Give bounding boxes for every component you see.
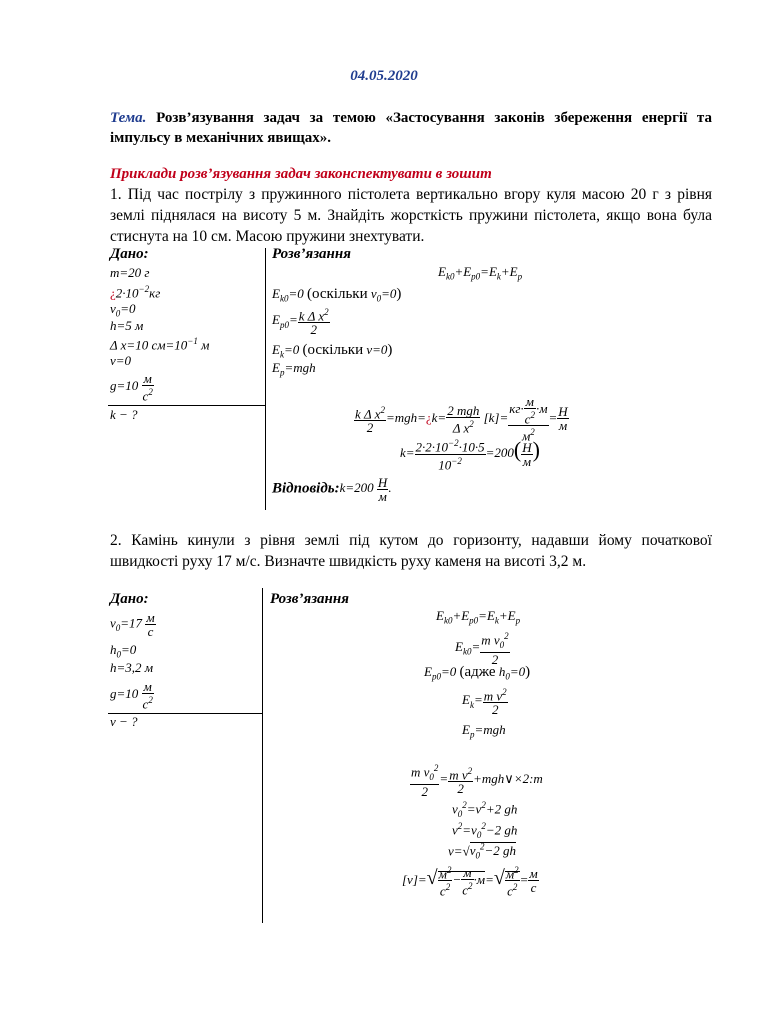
problem1-note-v: (оскільки [302,342,364,358]
problem2-text: 2. Камінь кинули з рівня землі під кутом до горизонту, надавши йому початкової швидкості руху 17 м/с. Визначте швидкість руху каменя на висоті 3,2 м. [110,532,712,570]
problem1-solution-label: Розв’язання [272,246,351,262]
problem1-answer-label: Відповідь: [272,480,340,497]
problem2-unknown: v − ? [110,714,138,729]
problem2-note-h0: (адже [459,664,496,680]
problem1-unknown: k − ? [110,407,138,422]
problem2-divider [262,588,263,923]
problem2-solution-label: Розв’язання [270,591,349,607]
date-heading: 04.05.2020 [350,68,418,84]
topic-heading [110,108,712,148]
examples-heading: Приклади розв’язування задач законспектувати в зошит [110,166,492,182]
problem1-divider [265,248,266,510]
problem1-given-underline [108,405,266,406]
topic-label: Тема. [110,110,147,126]
problem1-text: 1. Під час пострілу з пружинного пістолета вертикально вгору куля масою 20 г з рівня землі піднялася на висоту 5 м. Знайдіть жорсткість пружини пістолета, якщо вона була стиснута на 10 см. Масою пружини знехтувати. [110,186,712,245]
problem1-note-v0: (оскільки [306,286,368,302]
problem2-given-label: Дано: [110,591,149,607]
topic-text: Розв’язування задач за темою «Застосування законів збереження енергії та імпульсу в механічних явищах». [110,110,712,146]
problem1-given-label: Дано: [110,246,149,262]
